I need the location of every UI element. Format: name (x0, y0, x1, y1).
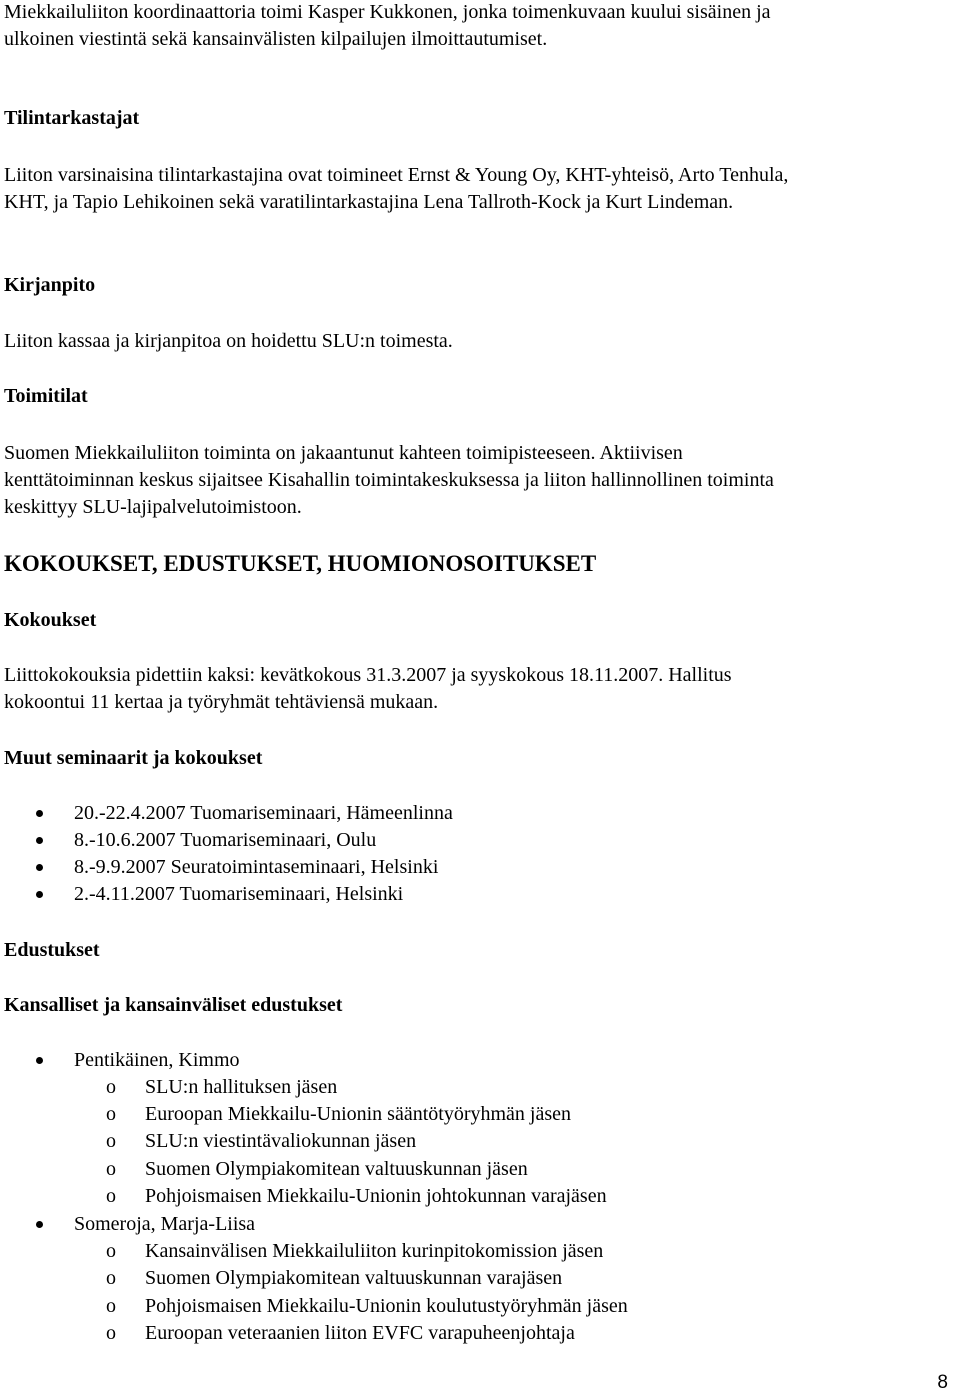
page-number: 8 (937, 1372, 948, 1393)
role-text: Kansainvälisen Miekkailuliiton kurinpitokomission jäsen (145, 1240, 604, 1262)
sub-bullet-icon: o (106, 1267, 116, 1289)
heading-seminaarit: Muut seminaarit ja kokoukset (4, 747, 263, 769)
kirjanpito-paragraph: Liiton kassaa ja kirjanpitoa on hoidettu SLU:n toimesta. (4, 330, 453, 352)
toimitilat-line-3: keskittyy SLU-lajipalvelutoimistoon. (4, 496, 302, 518)
list-item-text: 2.-4.11.2007 Tuomariseminaari, Helsinki (74, 883, 404, 905)
role-text: SLU:n viestintävaliokunnan jäsen (145, 1130, 417, 1152)
sub-bullet-icon: o (106, 1240, 116, 1262)
sub-bullet-icon: o (106, 1130, 116, 1152)
kokoukset-line-1: Liittokokouksia pidettiin kaksi: kevätkokous 31.3.2007 ja syyskokous 18.11.2007. Hallitus (4, 664, 732, 686)
bullet-icon (36, 891, 43, 898)
kokoukset-line-2: kokoontui 11 kertaa ja työryhmät tehtäviensä mukaan. (4, 691, 439, 713)
tilintarkastajat-paragraph (4, 162, 944, 216)
role-text: Euroopan Miekkailu-Unionin sääntötyöryhmän jäsen (145, 1103, 572, 1125)
bullet-icon (36, 837, 43, 844)
heading-toimitilat: Toimitilat (4, 385, 88, 407)
toimitilat-line-2: kenttätoiminnan keskus sijaitsee Kisahallin toimintakeskuksessa ja liiton hallinnollinen toiminta (4, 469, 774, 491)
sub-bullet-icon: o (106, 1295, 116, 1317)
sub-bullet-icon: o (106, 1158, 116, 1180)
intro-line-1: Miekkailuliiton koordinaattoria toimi Kasper Kukkonen, jonka toimenkuvaan kuului sisäinen ja (4, 1, 771, 23)
intro-paragraph (4, 0, 944, 53)
list-item-text: 20.-22.4.2007 Tuomariseminaari, Hämeenlinna (74, 802, 453, 824)
heading-tilintarkastajat: Tilintarkastajat (4, 107, 140, 129)
heading-edustukset: Edustukset (4, 939, 100, 961)
tilintarkastajat-line-2: KHT, ja Tapio Lehikoinen sekä varatilintarkastajina Lena Tallroth-Kock ja Kurt Lindeman. (4, 191, 734, 213)
role-text: Suomen Olympiakomitean valtuuskunnan jäsen (145, 1158, 528, 1180)
kokoukset-paragraph (4, 662, 944, 716)
heading-kansalliset-edustukset: Kansalliset ja kansainväliset edustukset (4, 994, 343, 1016)
sub-bullet-icon: o (106, 1185, 116, 1207)
bullet-icon (36, 810, 43, 817)
role-text: Suomen Olympiakomitean valtuuskunnan varajäsen (145, 1267, 563, 1289)
tilintarkastajat-line-1: Liiton varsinaisina tilintarkastajina ovat toimineet Ernst & Young Oy, KHT-yhteisö, Arto Tenhula, (4, 164, 789, 186)
bullet-icon (36, 864, 43, 871)
sub-bullet-icon: o (106, 1076, 116, 1098)
heading-kirjanpito: Kirjanpito (4, 274, 96, 296)
role-text: Pohjoismaisen Miekkailu-Unionin koulutustyöryhmän jäsen (145, 1295, 628, 1317)
heading-kokoukset: Kokoukset (4, 609, 97, 631)
bullet-icon (36, 1221, 43, 1228)
toimitilat-line-1: Suomen Miekkailuliiton toiminta on jakaantunut kahteen toimipisteeseen. Aktiivisen (4, 442, 683, 464)
toimitilat-paragraph (4, 440, 944, 521)
sub-bullet-icon: o (106, 1103, 116, 1125)
person-name: Someroja, Marja-Liisa (74, 1213, 256, 1235)
list-item-text: 8.-9.9.2007 Seuratoimintaseminaari, Helsinki (74, 856, 439, 878)
section-title: KOKOUKSET, EDUSTUKSET, HUOMIONOSOITUKSET (4, 551, 597, 576)
intro-line-2: ulkoinen viestintä sekä kansainvälisten kilpailujen ilmoittautumiset. (4, 28, 548, 50)
person-name: Pentikäinen, Kimmo (74, 1049, 240, 1071)
role-text: Euroopan veteraanien liiton EVFC varapuheenjohtaja (145, 1322, 575, 1344)
bullet-icon (36, 1057, 43, 1064)
role-text: SLU:n hallituksen jäsen (145, 1076, 338, 1098)
sub-bullet-icon: o (106, 1322, 116, 1344)
role-text: Pohjoismaisen Miekkailu-Unionin johtokunnan varajäsen (145, 1185, 607, 1207)
list-item-text: 8.-10.6.2007 Tuomariseminaari, Oulu (74, 829, 377, 851)
